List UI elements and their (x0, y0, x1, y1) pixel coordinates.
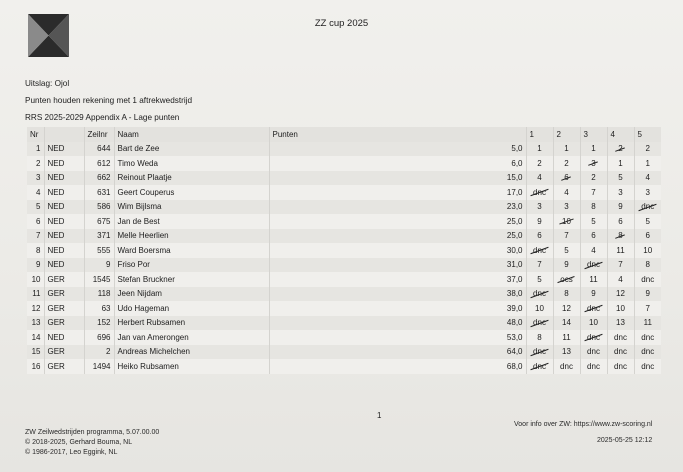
discarded-score: ocs (560, 274, 573, 284)
cell-race-5 (634, 142, 661, 157)
cell-nr: 15 (31, 347, 41, 357)
discarded-score: dnc (587, 332, 600, 342)
race-score: 9 (591, 289, 596, 299)
race-score: 10 (616, 303, 625, 313)
race-score: 5 (645, 216, 650, 226)
cell-punten: 53,0 (269, 330, 526, 345)
race-score: 4 (564, 187, 569, 197)
cell-race-4 (607, 200, 634, 215)
copyright-line-1: © 2018-2025, Gerhard Bouma, NL (25, 439, 133, 446)
cell-race-3 (580, 229, 607, 244)
cell-country: NED (44, 229, 84, 244)
cell-country: NED (44, 214, 84, 229)
cell-race-4 (607, 272, 634, 287)
cell-race-2 (553, 301, 580, 316)
cell-race-3 (580, 258, 607, 273)
cell-race-3 (580, 200, 607, 215)
race-score: dnc (560, 361, 573, 371)
cell-nr: 3 (36, 173, 41, 183)
cell-race-2 (553, 359, 580, 374)
discarded-score: dnc (533, 318, 546, 328)
race-score: 1 (537, 144, 542, 154)
cell-race-2 (553, 200, 580, 215)
race-score: dnc (587, 347, 600, 357)
race-score: 10 (643, 245, 653, 255)
cell-naam: Melle Heerlien (114, 229, 269, 244)
race-score: 5 (618, 173, 623, 183)
cell-race-2 (553, 316, 580, 331)
cell-race-3 (580, 330, 607, 345)
cell-race-5 (634, 345, 661, 360)
cell-punten: 31,0 (269, 258, 526, 273)
cell-zeilnr: 152 (84, 316, 114, 331)
race-class: Uitslag: Ojol (25, 79, 70, 88)
race-score: 7 (618, 260, 623, 270)
table-row (27, 171, 661, 186)
cell-race-1 (526, 287, 553, 302)
cell-race-2 (553, 345, 580, 360)
race-score: 1 (645, 158, 650, 168)
cell-zeilnr: 631 (84, 185, 114, 200)
page-title: ZZ cup 2025 (314, 18, 369, 29)
cell-race-4 (607, 229, 634, 244)
cell-race-4 (607, 258, 634, 273)
cell-country: NED (44, 185, 84, 200)
cell-race-5 (634, 359, 661, 374)
cell-race-1 (526, 214, 553, 229)
race-score: 8 (645, 260, 650, 270)
cell-race-3 (580, 272, 607, 287)
cell-zeilnr: 9 (84, 258, 114, 273)
cell-punten: 68,0 (269, 359, 526, 374)
discarded-score: 2 (618, 144, 623, 154)
race-score: 1 (564, 144, 569, 154)
col-naam: Naam (114, 127, 269, 142)
race-score: 7 (537, 260, 542, 270)
discarded-score: 3 (591, 158, 596, 168)
cell-race-1 (526, 142, 553, 157)
race-score: dnc (614, 361, 627, 371)
cell-naam: Jeen Nijdam (114, 287, 269, 302)
col-nr: Nr (30, 129, 39, 139)
cell-race-1 (526, 185, 553, 200)
race-score: dnc (641, 347, 655, 357)
cell-zeilnr: 371 (84, 229, 114, 244)
cell-country: GER (44, 345, 84, 360)
cell-naam: Jan van Amerongen (114, 330, 269, 345)
race-score: 5 (564, 245, 569, 255)
cell-race-1 (526, 272, 553, 287)
cell-zeilnr: 675 (84, 214, 114, 229)
cell-naam: Geert Couperus (114, 185, 269, 200)
race-score: 13 (616, 318, 625, 328)
cell-race-5 (634, 301, 661, 316)
cell-country: GER (44, 359, 84, 374)
cell-nr: 13 (31, 318, 41, 328)
cell-naam: Herbert Rubsamen (114, 316, 269, 331)
cell-naam: Heiko Rubsamen (114, 359, 269, 374)
race-score: 7 (591, 187, 596, 197)
cell-naam: Wim Bijlsma (114, 200, 269, 215)
race-score: 4 (537, 173, 542, 183)
cell-zeilnr: 1545 (84, 272, 114, 287)
race-score: 4 (645, 173, 650, 183)
table-row (27, 316, 661, 331)
table-row (27, 142, 661, 157)
race-score: 10 (535, 303, 544, 313)
col-race-5: 5 (634, 127, 661, 142)
cell-country: GER (44, 316, 84, 331)
cell-race-1 (526, 200, 553, 215)
results-table (27, 127, 661, 374)
cell-punten: 64,0 (269, 345, 526, 360)
cell-race-1 (526, 243, 553, 258)
race-score: 2 (645, 144, 650, 154)
col-country (44, 127, 84, 142)
discarded-score: 10 (562, 216, 571, 226)
col-punten: Punten (269, 127, 526, 142)
cell-nr: 4 (36, 187, 41, 197)
cell-race-2 (553, 287, 580, 302)
cell-naam: Ward Boersma (114, 243, 269, 258)
table-row (27, 345, 661, 360)
cell-race-3 (580, 359, 607, 374)
cell-race-3 (580, 287, 607, 302)
cell-race-4 (607, 156, 634, 171)
race-score: 8 (591, 202, 596, 212)
race-score: dnc (641, 361, 655, 371)
cell-race-1 (526, 301, 553, 316)
copyright-line-2: © 1986-2017, Leo Eggink, NL (25, 449, 118, 456)
table-row (27, 258, 661, 273)
cell-race-2 (553, 229, 580, 244)
race-score: 2 (537, 158, 542, 168)
race-score: 9 (537, 216, 542, 226)
discarded-score: dnc (533, 361, 546, 371)
info-link[interactable]: Voor info over ZW: https://www.zw-scoring.nl (514, 421, 653, 428)
cell-race-3 (580, 214, 607, 229)
table-row (27, 272, 661, 287)
cell-race-2 (553, 142, 580, 157)
cell-race-5 (634, 229, 661, 244)
cell-punten: 38,0 (269, 287, 526, 302)
race-score: dnc (641, 332, 655, 342)
race-score: 5 (591, 216, 596, 226)
cell-country: NED (44, 142, 84, 157)
cell-race-3 (580, 243, 607, 258)
cell-race-5 (634, 330, 661, 345)
race-score: 12 (616, 289, 625, 299)
race-score: 8 (537, 332, 542, 342)
cell-race-2 (553, 243, 580, 258)
race-score: 3 (645, 187, 650, 197)
cell-race-3 (580, 142, 607, 157)
race-score: 6 (591, 231, 596, 241)
race-score: 6 (645, 231, 650, 241)
cell-race-4 (607, 171, 634, 186)
cell-zeilnr: 2 (84, 345, 114, 360)
cell-nr: 11 (32, 289, 41, 299)
race-score: 7 (564, 231, 569, 241)
race-score: 3 (537, 202, 542, 212)
cell-naam: Timo Weda (114, 156, 269, 171)
cell-zeilnr: 63 (84, 301, 114, 316)
table-row (27, 214, 661, 229)
col-race-4: 4 (607, 127, 634, 142)
cell-punten: 25,0 (269, 214, 526, 229)
page-number: 1 (377, 411, 382, 420)
race-score: 4 (618, 274, 623, 284)
cell-race-2 (553, 185, 580, 200)
cell-country: NED (44, 200, 84, 215)
cell-naam: Andreas Michelchen (114, 345, 269, 360)
race-score: 10 (589, 318, 598, 328)
rules-note: RRS 2025-2029 Appendix A - Lage punten (25, 113, 180, 122)
table-row (27, 156, 661, 171)
discarded-score: dnc (641, 202, 655, 212)
cell-country: NED (44, 243, 84, 258)
race-score: 9 (645, 289, 650, 299)
cell-zeilnr: 612 (84, 156, 114, 171)
race-score: 1 (591, 144, 596, 154)
cell-zeilnr: 662 (84, 171, 114, 186)
race-score: 5 (537, 274, 542, 284)
race-score: 8 (564, 289, 569, 299)
cell-country: GER (44, 272, 84, 287)
race-score: 1 (618, 158, 623, 168)
discarded-score: dnc (533, 289, 546, 299)
print-timestamp: 2025-05-25 12:12 (597, 437, 653, 444)
cell-country: NED (44, 156, 84, 171)
cell-naam: Friso Por (114, 258, 269, 273)
race-score: 4 (591, 245, 596, 255)
table-row (27, 229, 661, 244)
cell-race-1 (526, 156, 553, 171)
cell-zeilnr: 644 (84, 142, 114, 157)
cell-naam: Stefan Bruckner (114, 272, 269, 287)
cell-nr: 2 (36, 158, 41, 168)
cell-race-2 (553, 330, 580, 345)
cell-naam: Udo Hageman (114, 301, 269, 316)
cell-race-5 (634, 258, 661, 273)
cell-punten: 15,0 (269, 171, 526, 186)
cell-punten: 30,0 (269, 243, 526, 258)
race-score: 11 (643, 318, 652, 328)
cell-race-1 (526, 359, 553, 374)
col-race-3: 3 (580, 127, 607, 142)
cell-nr: 16 (31, 361, 41, 371)
cell-race-3 (580, 345, 607, 360)
race-score: 3 (618, 187, 623, 197)
col-race-1: 1 (526, 127, 553, 142)
cell-race-5 (634, 214, 661, 229)
program-version: ZW Zeilwedstrijden programma, 5.07.00.00 (25, 429, 160, 436)
cell-race-5 (634, 200, 661, 215)
race-score: dnc (587, 361, 600, 371)
cell-race-4 (607, 243, 634, 258)
cell-race-2 (553, 272, 580, 287)
cell-punten: 25,0 (269, 229, 526, 244)
race-score: dnc (641, 274, 655, 284)
cell-race-5 (634, 316, 661, 331)
cell-race-3 (580, 316, 607, 331)
discarded-score: 8 (618, 231, 623, 241)
cell-nr: 14 (31, 332, 41, 342)
table-row (27, 200, 661, 215)
cell-race-1 (526, 330, 553, 345)
table-row (27, 287, 661, 302)
cell-race-5 (634, 185, 661, 200)
cell-race-4 (607, 214, 634, 229)
cell-naam: Bart de Zee (114, 142, 269, 157)
cell-race-5 (634, 171, 661, 186)
table-header-row (27, 127, 661, 142)
cell-race-4 (607, 345, 634, 360)
cell-country: NED (44, 171, 84, 186)
discarded-score: dnc (533, 187, 546, 197)
cell-zeilnr: 586 (84, 200, 114, 215)
discarded-score: dnc (533, 347, 546, 357)
cell-race-4 (607, 301, 634, 316)
cell-nr: 5 (36, 202, 41, 212)
race-score: 11 (562, 332, 571, 342)
race-score: 13 (562, 347, 571, 357)
cell-zeilnr: 1494 (84, 359, 114, 374)
table-row (27, 243, 661, 258)
cell-race-1 (526, 171, 553, 186)
race-score: 14 (562, 318, 571, 328)
discarded-score: 6 (564, 173, 569, 183)
cell-punten: 17,0 (269, 185, 526, 200)
discard-note: Punten houden rekening met 1 aftrekwedstrijd (25, 96, 193, 105)
cell-nr: 8 (36, 245, 41, 255)
table-row (27, 185, 661, 200)
race-score: 6 (537, 231, 542, 241)
race-score: 9 (564, 260, 569, 270)
cell-race-2 (553, 258, 580, 273)
cell-race-4 (607, 287, 634, 302)
cell-race-5 (634, 243, 661, 258)
cell-race-1 (526, 316, 553, 331)
race-score: 6 (618, 216, 623, 226)
cell-naam: Reinout Plaatje (114, 171, 269, 186)
col-race-2: 2 (553, 127, 580, 142)
cell-country: NED (44, 330, 84, 345)
race-score: dnc (614, 332, 627, 342)
cell-nr: 6 (36, 216, 41, 226)
cell-nr: 9 (36, 260, 41, 270)
cell-nr: 1 (36, 144, 41, 154)
cell-race-1 (526, 229, 553, 244)
cell-punten: 39,0 (269, 301, 526, 316)
cell-country: NED (44, 258, 84, 273)
table-row (27, 330, 661, 345)
cell-race-3 (580, 185, 607, 200)
race-score: 7 (645, 303, 650, 313)
race-score: 11 (589, 274, 598, 284)
table-row (27, 301, 661, 316)
cell-zeilnr: 696 (84, 330, 114, 345)
cell-race-1 (526, 258, 553, 273)
cell-punten: 37,0 (269, 272, 526, 287)
cell-race-4 (607, 359, 634, 374)
race-score: 12 (562, 303, 571, 313)
col-zeilnr: Zeilnr (84, 127, 114, 142)
race-score: 2 (564, 158, 569, 168)
cell-punten: 6,0 (269, 156, 526, 171)
race-score: 9 (618, 202, 623, 212)
cell-nr: 7 (36, 231, 41, 241)
race-score: dnc (614, 347, 627, 357)
cell-race-2 (553, 171, 580, 186)
cell-country: GER (44, 287, 84, 302)
cell-punten: 48,0 (269, 316, 526, 331)
discarded-score: dnc (587, 303, 600, 313)
cell-race-4 (607, 316, 634, 331)
race-score: 2 (591, 173, 596, 183)
cell-race-5 (634, 272, 661, 287)
discarded-score: dnc (587, 260, 600, 270)
cell-race-3 (580, 156, 607, 171)
cell-race-3 (580, 171, 607, 186)
cell-race-5 (634, 156, 661, 171)
cell-race-4 (607, 330, 634, 345)
cell-punten: 5,0 (269, 142, 526, 157)
cell-nr: 10 (31, 274, 41, 284)
cell-nr: 12 (31, 303, 41, 313)
cell-race-4 (607, 142, 634, 157)
cell-naam: Jan de Best (114, 214, 269, 229)
cell-zeilnr: 118 (84, 287, 114, 302)
table-row (27, 359, 661, 374)
cell-race-2 (553, 214, 580, 229)
cell-country: GER (44, 301, 84, 316)
race-score: 11 (616, 245, 625, 255)
cell-zeilnr: 555 (84, 243, 114, 258)
cell-race-2 (553, 156, 580, 171)
discarded-score: dnc (533, 245, 546, 255)
cell-race-4 (607, 185, 634, 200)
cell-race-3 (580, 301, 607, 316)
cell-race-1 (526, 345, 553, 360)
cell-race-5 (634, 287, 661, 302)
race-score: 3 (564, 202, 569, 212)
cell-punten: 23,0 (269, 200, 526, 215)
